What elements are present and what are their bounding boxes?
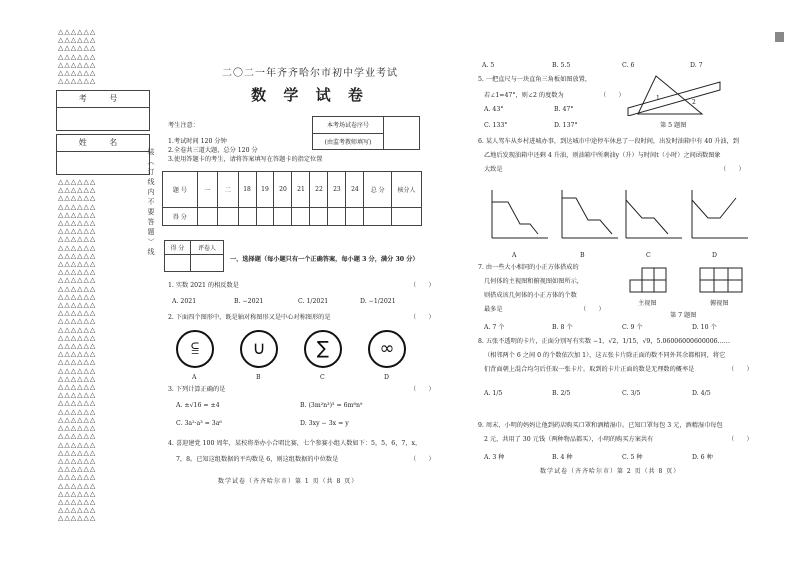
front-view-label: 主视图 (638, 300, 657, 307)
subject-title: 数 学 试 卷 (251, 86, 369, 104)
score-table-cell: 一 (197, 172, 217, 208)
notice-item: 3.使用答题卡的考生，请将答案填写在答题卡的指定位置 (168, 156, 323, 163)
answer-bracket: （ ） (580, 306, 605, 313)
option: A. 1/5 (484, 390, 503, 397)
option: C. 5 种 (622, 454, 643, 461)
question-7-cont: 几何体的主视图和俯视图如图所示， (484, 278, 583, 285)
option: A. ±√16 = ±4 (176, 402, 220, 409)
question-9: 9. 周末，小明的妈妈让他到药店购买口罩和酒精湿巾。已知口罩每包 3 元，酒精湿巾每包 (478, 422, 723, 429)
figure-caption: 第 7 题图 (670, 312, 697, 319)
option: D. −1/2021 (360, 298, 396, 305)
serial-label: 本考场试卷序号 (313, 117, 384, 134)
answer-bracket: （ ） (728, 366, 753, 373)
answer-bracket: （ ） (410, 386, 435, 393)
option-label: B (256, 374, 261, 381)
option: B. (3m²n³)³ = 6m⁶n⁹ (300, 402, 363, 409)
question-7-cont: 最多是 (484, 306, 503, 313)
triangle-pattern-icon: △△△△△△ △△△△△△ △△△△△△ △△△△△△ △△△△△△ △△△△△△ △△△△△△ △△△△△△ △△△△△△ △△△△△△ △△△△△△ △△△△△△ △△△△△△ △△△△△△ △△△△△△ △△△△△△ △△△△△△ △△△△△△ △△△△△△ △△△△△△ △△△△△△ △△△△△△ △△△△△△ △△△△△△ △△△△△△ △△△△△△ △△△△△△ △△△△△△ △△△△△△ △△△△△△ △△△△△△ △△△△△△ △△△△△△ △△△△△△ △△△△△△ △△△△△△ △△△△△△ △△△△△△ △△△△△△ △△△△△△ △△△△△△ △△△△△△ (58, 178, 97, 523)
score-table-cell: 总 分 (364, 172, 392, 208)
option: A. 2021 (172, 298, 197, 305)
option: C. 3a²·a³ = 3a⁶ (176, 420, 222, 427)
question-3: 3. 下列计算正确的是 (168, 386, 226, 393)
name-box (56, 134, 150, 175)
three-view-figure (628, 262, 746, 296)
option: C. 9 个 (622, 324, 643, 331)
score-table-cell: 19 (256, 172, 274, 208)
option: D. 10 个 (692, 324, 717, 331)
option: D. 6 种 (692, 454, 713, 461)
question-8: 8. 五张不透明的卡片，正面分别写有实数 −1，√2，1/15，√9，5.06006000600006…… (478, 338, 730, 345)
option-label: C (320, 374, 325, 381)
svg-text:1: 1 (656, 95, 660, 102)
option: B. 5.5 (552, 62, 571, 69)
option: D. 4/5 (692, 390, 711, 397)
question-9-cont: 2 元，共用了 30 元钱（两种物品都买），小明的购买方案共有 (484, 436, 654, 443)
option: C. 3/5 (622, 390, 641, 397)
option-label: D (384, 374, 389, 381)
question-6-cont: 乙地后发现油箱中还剩 4 升油，则油箱中所剩油y（升）与时间t（小时）之间函数图象 (484, 152, 721, 159)
figure-caption: 第 5 题图 (660, 122, 687, 129)
footer-right: 数学试卷（齐齐哈尔市）第 2 页（共 8 页） (540, 468, 681, 475)
option-label: A (192, 374, 197, 381)
score-row-label: 得 分 (163, 208, 198, 226)
option: B. 2/5 (552, 390, 571, 397)
serial-sub: (由监考教师填写) (313, 133, 384, 150)
option: B. 4 种 (552, 454, 573, 461)
top-view-label: 俯视图 (710, 300, 729, 307)
option: D. 137° (554, 122, 578, 129)
question-7-cont: 则搭成该几何体的小正方体的个数 (484, 292, 577, 299)
option: A. 7 个 (484, 324, 505, 331)
notice-item: 2.全卷共三道大题，总分 120 分 (168, 147, 258, 154)
option: D. 7 (690, 62, 703, 69)
option: B. 47° (554, 106, 574, 113)
seal-line-text: 装（订线内不要答题）线 (147, 148, 155, 258)
score-table-cell: 核分人 (391, 172, 421, 208)
question-5-cont: 若∠1=47°，则∠2 的度数为 (484, 92, 564, 99)
option: B. 8 个 (552, 324, 573, 331)
graph-label: D (712, 252, 717, 259)
question-8-cont: 们背面朝上混合均匀后任取一张卡片，取到的卡片正面的数是无理数的概率是 (484, 366, 695, 373)
exam-number-label: 考 号 (57, 91, 149, 108)
scrollbar-thumb[interactable] (775, 32, 784, 42)
graph-label: A (512, 252, 517, 259)
question-6: 6. 某人驾车从乡村进城办事，到达城市中途停车休息了一段时间，出发时油箱中有 40 升油，到 (478, 138, 739, 145)
answer-bracket: （ ） (728, 436, 753, 443)
answer-bracket: （ ） (720, 166, 745, 173)
score-table-cell: 二 (218, 172, 238, 208)
ruler-triangle-figure (626, 70, 722, 116)
question-8-cont: （相邻两个 6 之间 0 的个数依次加 1），这五张卡片除正面的数不同外其余都相同，将它 (484, 352, 726, 359)
exam-number-box (56, 90, 150, 131)
question-6-cont: 大致是 (484, 166, 503, 173)
graph-label: B (580, 252, 585, 259)
serial-box (312, 116, 420, 150)
question-7: 7. 由一些大小相同的小正方体搭成的 (478, 264, 579, 271)
section-grader-label: 评卷人 (190, 241, 223, 255)
svg-text:2: 2 (692, 99, 696, 106)
union-symbol-icon: ∪ (240, 330, 278, 368)
graph-label: C (646, 252, 651, 259)
score-table-cell: 21 (292, 172, 310, 208)
option: C. 1/2021 (298, 298, 329, 305)
subset-symbol-icon: ⫅ (176, 330, 214, 368)
score-table-cell: 23 (328, 172, 346, 208)
binding-strip (28, 28, 164, 538)
score-table-header: 题 号 (163, 172, 198, 208)
sigma-symbol-icon: ∑ (304, 330, 342, 368)
notice-item: 1.考试时间 120 分钟 (168, 138, 227, 145)
answer-bracket: （ ） (410, 282, 435, 289)
answer-bracket: （ ） (410, 314, 435, 321)
question-5: 5. 一把直尺与一块直角三角板如图放置， (478, 76, 592, 83)
notice-heading: 考生注意： (168, 122, 199, 129)
name-label: 姓 名 (57, 135, 149, 152)
answer-bracket: （ ） (410, 456, 435, 463)
section-title: 一、选择题（每小题只有一个正确答案，每小题 3 分，满分 30 分） (230, 256, 419, 263)
question-1: 1. 实数 2021 的相反数是 (168, 282, 239, 289)
option: A. 3 种 (484, 454, 505, 461)
score-table-cell: 20 (274, 172, 292, 208)
section-score-box (164, 240, 224, 272)
option: A. 5 (482, 62, 495, 69)
score-table-cell: 22 (310, 172, 328, 208)
section-score-label: 得 分 (165, 241, 191, 255)
function-graphs (484, 186, 754, 252)
question-2: 2. 下面四个图形中，既是轴对称图形又是中心对称图形的是 (168, 314, 331, 321)
score-table-cell: 18 (238, 172, 256, 208)
infinity-symbol-icon: ∞ (368, 330, 406, 368)
question-4-cont: 7，8。已知这组数据的平均数是 6，则这组数据的中位数是 (176, 456, 339, 463)
option: C. 133° (484, 122, 508, 129)
score-table-cell: 24 (346, 172, 364, 208)
option: A. 43° (484, 106, 504, 113)
triangle-pattern-icon: △△△△△△ △△△△△△ △△△△△△ △△△△△△ △△△△△△ △△△△△△ △△△△△△ (58, 28, 97, 86)
footer-left: 数学试卷（齐齐哈尔市）第 1 页（共 8 页） (218, 478, 359, 485)
answer-bracket: （ ） (600, 92, 625, 99)
option: B. −2021 (234, 298, 264, 305)
question-4: 4. 喜迎建党 100 周年，某校将举办小合唱比赛，七个参赛小组人数如下：5，5，6，7，x， (168, 440, 422, 447)
option: C. 6 (622, 62, 635, 69)
option: D. 3xy − 3x = y (300, 420, 349, 427)
exam-title: 二〇二一年齐齐哈尔市初中学业考试 (222, 68, 398, 79)
score-table (162, 171, 422, 226)
